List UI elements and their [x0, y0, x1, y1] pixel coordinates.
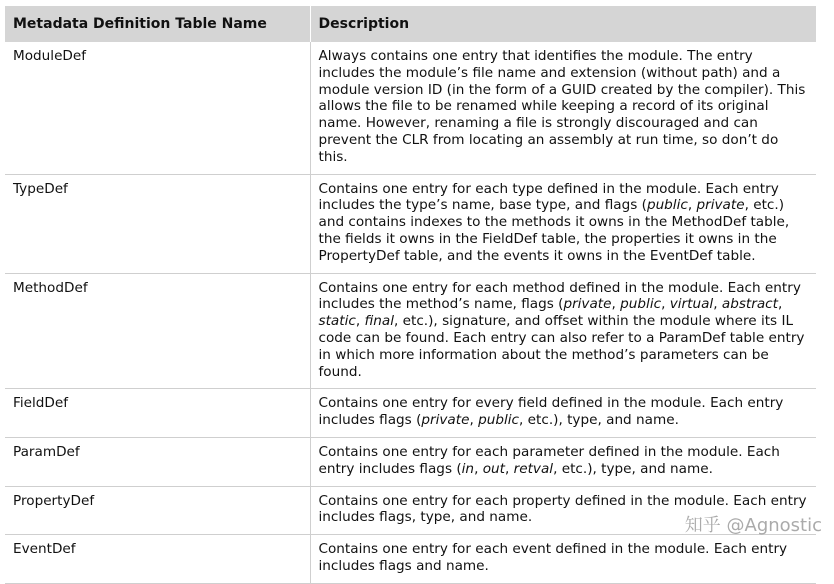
table-name-cell: ModuleDef [5, 42, 310, 174]
italic-keyword: virtual [669, 296, 714, 313]
description-text: , [687, 197, 697, 214]
header-table-name: Metadata Definition Table Name [5, 6, 310, 42]
description-text: , etc.), type, and name. [519, 412, 679, 429]
table-name-cell: FieldDef [5, 389, 310, 438]
italic-keyword: final [364, 313, 394, 330]
table-row [5, 273, 816, 389]
description-text: Contains one entry for each property defined in the module. Each entry includes flags, type, and name. [318, 492, 807, 526]
table-name-cell: EventDef [5, 535, 310, 584]
description-cell [310, 437, 816, 486]
description-text: Contains one entry for each event defined in the module. Each entry includes flags and name. [318, 541, 788, 574]
italic-keyword: in [461, 460, 475, 477]
table-name-cell: PropertyDef [5, 486, 310, 535]
description-text: , [713, 296, 722, 313]
italic-keyword: static [318, 313, 356, 330]
table-name-cell: MethodDef [5, 273, 310, 389]
description-text: Contains one entry for each type defined in the module. Each entry includes the type’s name, base type, and flags ( [318, 180, 779, 214]
description-text: Contains one entry for every field defined in the module. Each entry includes flags ( [318, 395, 784, 429]
description-text: Contains one entry for each parameter defined in the module. Each entry includes flags ( [318, 443, 780, 477]
description-cell [310, 42, 816, 174]
table-name-cell: ParamDef [5, 437, 310, 486]
italic-keyword: public [620, 296, 662, 313]
metadata-definition-table [5, 6, 817, 584]
table-row [5, 174, 816, 273]
description-text: , [777, 296, 783, 313]
description-text: , etc.) and contains indexes to the methods it owns in the MethodDef table, the fields it owns in the FieldDef table, the properties it owns in the PropertyDef table, and the events it owns in the EventDef table. [318, 197, 790, 264]
description-text: , [474, 460, 483, 477]
description-text: , [611, 296, 621, 313]
description-cell [310, 273, 816, 389]
table-header-row [5, 6, 816, 42]
table-row [5, 437, 816, 486]
italic-keyword: retval [513, 460, 554, 477]
description-text: , [355, 313, 365, 330]
italic-keyword: out [482, 460, 505, 477]
description-text: , [504, 460, 514, 477]
italic-keyword: private [421, 412, 470, 429]
description-text: Always contains one entry that identifies the module. The entry includes the module’s file name and extension (without path) and a module version ID (in the form of a GUID created by the compiler). This allows the file to be renamed while keeping a record of its original name. However, renaming a file is strongly discouraged and can prevent the CLR from locating an assembly at run time, so don’t do this. [318, 48, 806, 165]
description-text: , etc.), signature, and offset within the module where its IL code can be found. Each entry can also refer to a ParamDef table entry in which more information about the method’s parameters can be found. [318, 313, 805, 380]
description-text: , etc.), type, and name. [553, 460, 713, 477]
watermark-text: 知乎 @Agnostic [684, 515, 822, 536]
table-row [5, 389, 816, 438]
italic-keyword: abstract [721, 296, 778, 313]
italic-keyword: public [646, 197, 688, 214]
description-text: , [661, 296, 670, 313]
description-cell [310, 174, 816, 273]
description-text: Contains one entry for each method defined in the module. Each entry includes the method’s name, flags ( [318, 279, 801, 313]
description-text: , [469, 412, 479, 429]
table-name-cell: TypeDef [5, 174, 310, 273]
table-row [5, 42, 816, 174]
header-description: Description [310, 6, 816, 42]
description-cell [310, 389, 816, 438]
italic-keyword: public [478, 412, 520, 429]
italic-keyword: private [696, 197, 745, 214]
italic-keyword: private [563, 296, 612, 313]
